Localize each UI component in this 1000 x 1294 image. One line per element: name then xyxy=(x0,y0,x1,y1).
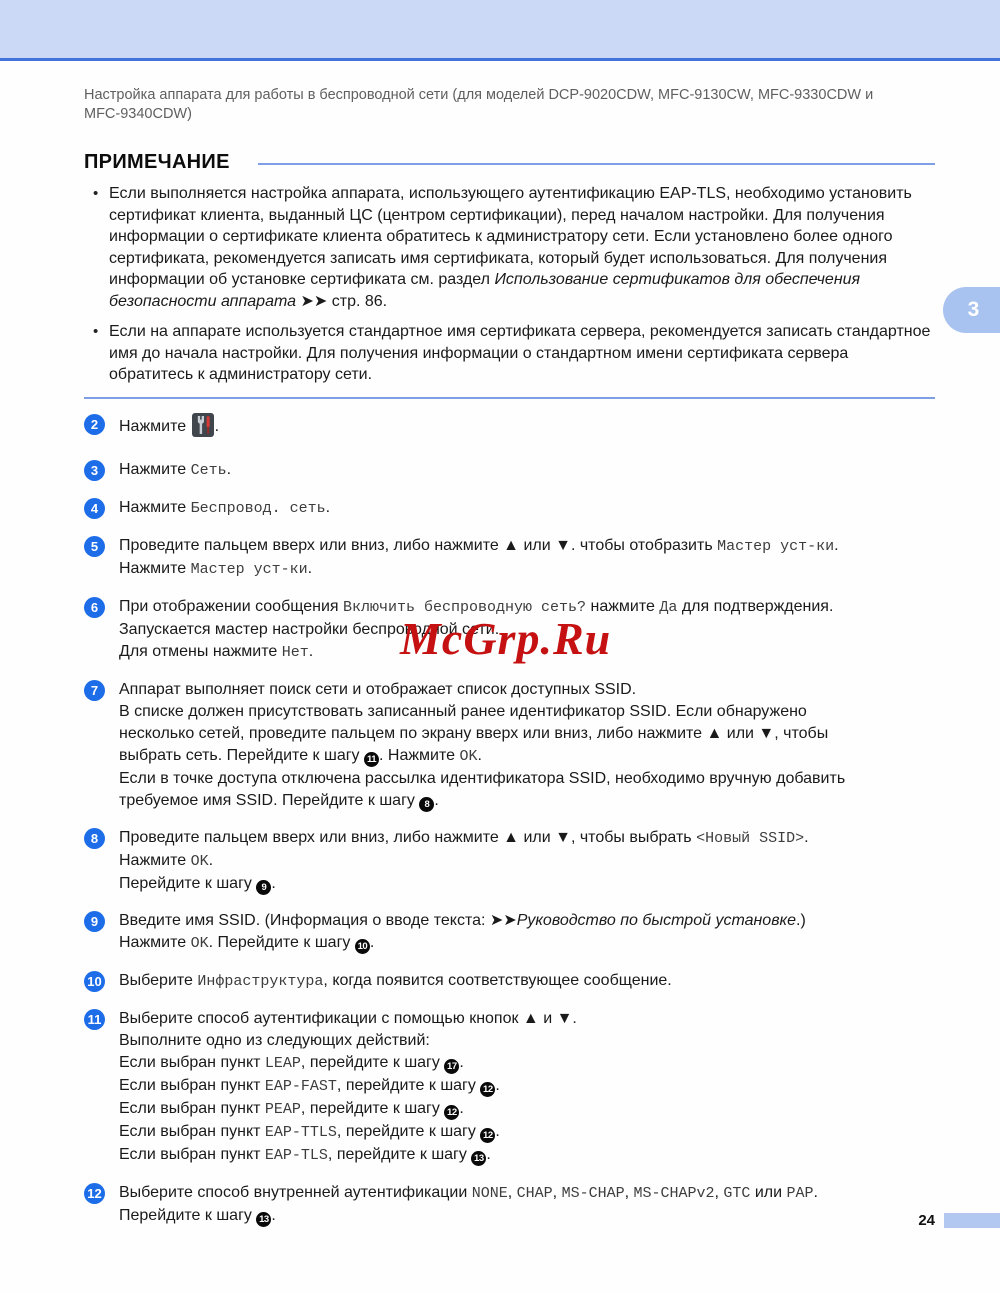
text-segment: Нажмите xyxy=(119,417,191,435)
text-segment: Выберите способ внутренней аутентификации xyxy=(119,1184,472,1201)
text-segment: . xyxy=(459,1100,464,1117)
step-line xyxy=(119,1030,577,1052)
text-segment: . xyxy=(434,791,439,809)
text-segment: Нажмите xyxy=(119,498,191,516)
step-number-badge: 5 xyxy=(84,536,105,557)
text-segment: . xyxy=(459,1054,464,1071)
text-segment: В списке должен присутствовать записанный ранее идентификатор SSID. Если обнаружено xyxy=(119,702,807,720)
step-9 xyxy=(84,910,935,955)
text-segment: Выберите xyxy=(119,972,198,989)
step-line xyxy=(119,827,809,850)
page-number: 24 xyxy=(918,1212,935,1229)
text-segment: , перейдите к шагу xyxy=(300,1100,445,1117)
text-segment: Если выбран пункт xyxy=(119,1123,265,1140)
text-segment: Аппарат выполняет поиск сети и отображает список доступных SSID. xyxy=(119,680,637,698)
ui-term: Мастер уст-ки xyxy=(717,537,835,555)
note-rule xyxy=(258,163,935,165)
step-text xyxy=(119,497,330,520)
text-segment: . xyxy=(813,1184,818,1201)
text-segment: , перейдите к шагу xyxy=(327,1146,472,1163)
note-bullet xyxy=(84,321,935,386)
note-section xyxy=(84,151,935,399)
step-ref-badge: 9 xyxy=(256,880,271,895)
step-number-badge: 2 xyxy=(84,414,105,435)
step-line xyxy=(119,970,672,993)
step-text xyxy=(119,679,845,812)
step-text xyxy=(119,459,231,482)
note-end-rule xyxy=(84,397,935,399)
step-ref-badge: 10 xyxy=(355,939,370,954)
text-segment: Если выбран пункт xyxy=(119,1146,265,1163)
step-line xyxy=(119,1098,577,1121)
text-segment: . xyxy=(307,559,313,577)
text-segment: Нажмите xyxy=(119,460,191,478)
text-segment: , xyxy=(552,1184,562,1201)
step-number-badge: 9 xyxy=(84,911,105,932)
text-segment: Запускается мастер настройки беспроводной сети. xyxy=(119,620,500,638)
step-line xyxy=(119,1144,577,1167)
text-segment: требуемое имя SSID. Перейдите к шагу xyxy=(119,791,420,809)
step-number-badge: 11 xyxy=(84,1009,105,1030)
step-12 xyxy=(84,1182,935,1227)
step-ref-badge: 12 xyxy=(480,1128,495,1143)
step-line xyxy=(119,535,839,558)
ui-term: Включить беспроводную сеть? xyxy=(343,598,587,616)
text-segment: . xyxy=(226,460,232,478)
step-4 xyxy=(84,497,935,520)
text-segment: Перейдите к шагу xyxy=(119,1207,257,1224)
step-line xyxy=(119,745,845,768)
top-banner xyxy=(0,0,1000,61)
step-ref-badge: 12 xyxy=(480,1082,495,1097)
step-text xyxy=(119,1182,818,1227)
step-8 xyxy=(84,827,935,895)
text-segment: Если в точке доступа отключена рассылка идентификатора SSID, необходимо вручную добавить xyxy=(119,769,846,787)
text-segment: Если выбран пункт xyxy=(119,1054,265,1071)
ui-term: PAP xyxy=(786,1185,814,1202)
step-line xyxy=(119,1121,577,1144)
step-line xyxy=(119,413,219,444)
text-segment: , перейдите к шагу xyxy=(336,1123,481,1140)
watermark: McGrp.Ru xyxy=(400,613,612,664)
ui-term: PEAP xyxy=(264,1101,301,1118)
step-11 xyxy=(84,1008,935,1167)
step-line xyxy=(119,723,845,745)
step-number-badge: 6 xyxy=(84,597,105,618)
text-segment: Нажмите xyxy=(119,934,191,951)
step-7 xyxy=(84,679,935,812)
ui-term: Нет xyxy=(281,643,309,661)
text-segment: ➤➤ стр. 86. xyxy=(296,292,388,310)
ui-term: OK xyxy=(459,747,478,765)
step-line xyxy=(119,873,809,895)
text-segment: Если на аппарате используется стандартное имя сертификата сервера, рекомендуется записать стандартное имя до начала настройки. Для получения информации о стандартном имени сертификата сервера обратитесь к администратору сети. xyxy=(109,323,931,383)
step-2 xyxy=(84,413,935,444)
text-segment: , когда появится соответствующее сообщение. xyxy=(323,972,672,989)
running-header-line1: Настройка аппарата для работы в беспроводной сети (для моделей DCP-9020CDW, MFC-9130CW, MFC-9330CDW и xyxy=(84,87,874,103)
step-line xyxy=(119,558,839,581)
step-line xyxy=(119,1008,577,1030)
text-segment: Выполните одно из следующих действий: xyxy=(119,1032,430,1049)
page-footer xyxy=(918,1212,1000,1229)
running-header-line2: MFC-9340CDW) xyxy=(84,106,192,122)
step-number-badge: 7 xyxy=(84,680,105,701)
step-text xyxy=(119,413,219,444)
italic-reference: Использование сертификатов для обеспечения безопасности аппарата xyxy=(109,271,861,310)
text-segment: , xyxy=(714,1184,724,1201)
text-segment: Если выбран пункт xyxy=(119,1077,265,1094)
step-text xyxy=(119,970,672,993)
ui-term: MS-CHAP xyxy=(561,1185,625,1202)
text-segment: несколько сетей, проведите пальцем по экрану вверх или вниз, либо нажмите ▲ или ▼, чтобы xyxy=(119,724,829,742)
step-ref-badge: 13 xyxy=(471,1151,486,1166)
step-line xyxy=(119,1075,577,1098)
step-line xyxy=(119,768,845,790)
step-line xyxy=(119,850,809,873)
step-ref-badge: 13 xyxy=(256,1212,271,1227)
step-line xyxy=(119,910,806,932)
text-segment: Нажмите xyxy=(119,851,191,869)
step-3 xyxy=(84,459,935,482)
text-segment: выбрать сеть. Перейдите к шагу xyxy=(119,746,364,764)
ui-term: EAP-TLS xyxy=(264,1147,328,1164)
step-ref-badge: 17 xyxy=(444,1059,459,1074)
text-segment: . xyxy=(208,851,214,869)
ui-term: LEAP xyxy=(264,1055,301,1072)
text-segment: При отображении сообщения xyxy=(119,597,343,615)
step-line xyxy=(119,932,806,955)
text-segment: . xyxy=(271,1207,276,1224)
text-segment: , xyxy=(624,1184,634,1201)
text-segment: Введите имя SSID. (Информация о вводе текста: ➤➤ xyxy=(119,912,517,929)
text-segment: Для отмены нажмите xyxy=(119,642,282,660)
text-segment: Нажмите xyxy=(119,559,191,577)
ui-term: OK xyxy=(190,852,209,870)
settings-icon xyxy=(192,424,214,441)
text-segment: или xyxy=(750,1184,787,1201)
step-line xyxy=(119,459,231,482)
text-segment: для подтверждения. xyxy=(677,597,834,615)
page-number-bar xyxy=(944,1213,1000,1228)
note-bullet xyxy=(84,183,935,312)
step-number-badge: 4 xyxy=(84,498,105,519)
ui-term: Инфраструктура xyxy=(197,973,324,990)
text-segment: Проведите пальцем вверх или вниз, либо нажмите ▲ или ▼, чтобы выбрать xyxy=(119,828,697,846)
text-segment: Если выбран пункт xyxy=(119,1100,265,1117)
step-number-badge: 12 xyxy=(84,1183,105,1204)
chapter-tab: 3 xyxy=(943,287,1000,333)
text-segment: . xyxy=(495,1123,500,1140)
ui-term: MS-CHAPv2 xyxy=(633,1185,715,1202)
step-number-badge: 8 xyxy=(84,828,105,849)
step-ref-badge: 12 xyxy=(444,1105,459,1120)
text-segment: , перейдите к шагу xyxy=(300,1054,445,1071)
running-header xyxy=(84,86,935,124)
step-line xyxy=(119,1052,577,1075)
step-number-badge: 3 xyxy=(84,460,105,481)
ui-term: GTC xyxy=(723,1185,751,1202)
step-ref-badge: 11 xyxy=(364,752,379,767)
text-segment: . xyxy=(271,874,276,892)
step-text xyxy=(119,910,806,955)
text-segment: Проведите пальцем вверх или вниз, либо нажмите ▲ или ▼. чтобы отобразить xyxy=(119,536,718,554)
note-title: ПРИМЕЧАНИЕ xyxy=(84,151,230,173)
ui-term: <Новый SSID> xyxy=(696,829,805,847)
step-line xyxy=(119,1182,818,1205)
text-segment: . xyxy=(214,417,220,435)
ui-term: NONE xyxy=(471,1185,508,1202)
text-segment: . xyxy=(477,746,482,764)
text-segment: Если выполняется настройка аппарата, использующего аутентификацию EAP-TLS, необходимо установить сертификат клиента, выданный ЦС (центром сертификации), перед началом настройки. Для получения информации о сертификате клиента обратитесь к администратору сети. Если установлено более одного сертификата, рекомендуется записать имя сертификата, который будет использоваться. Для получения информации об установке сертификата см. раздел xyxy=(109,185,912,288)
text-segment: . xyxy=(495,1077,500,1094)
step-5 xyxy=(84,535,935,581)
ui-term: OK xyxy=(190,935,209,952)
text-segment: Перейдите к шагу xyxy=(119,874,257,892)
step-line xyxy=(119,679,845,701)
text-segment: . Перейдите к шагу xyxy=(208,934,355,951)
text-segment: Выберите способ аутентификации с помощью кнопок ▲ и ▼. xyxy=(119,1010,577,1027)
note-bullet-list xyxy=(84,183,935,386)
ui-term: CHAP xyxy=(516,1185,553,1202)
ui-term: EAP-FAST xyxy=(264,1078,337,1095)
note-title-bar xyxy=(84,151,935,174)
text-segment: .) xyxy=(796,912,806,929)
ui-term: Да xyxy=(659,598,678,616)
step-text xyxy=(119,827,809,895)
step-number-badge: 10 xyxy=(84,971,105,992)
step-text xyxy=(119,535,839,581)
text-segment: . xyxy=(486,1146,491,1163)
step-ref-badge: 8 xyxy=(419,797,434,812)
text-segment: , перейдите к шагу xyxy=(336,1077,481,1094)
ui-term: Сеть xyxy=(190,461,227,479)
step-line xyxy=(119,790,845,812)
text-segment: . Нажмите xyxy=(379,746,460,764)
text-segment: . xyxy=(308,642,314,660)
text-segment: . xyxy=(369,934,375,951)
ui-term: Мастер уст-ки xyxy=(190,560,308,578)
steps-list xyxy=(84,413,935,1228)
step-line xyxy=(119,497,330,520)
text-segment: нажмите xyxy=(586,597,660,615)
italic-reference: Руководство по быстрой установке xyxy=(516,912,796,929)
ui-term: Беспровод. сеть xyxy=(190,499,326,517)
text-segment: . xyxy=(834,536,839,554)
text-segment: , xyxy=(507,1184,517,1201)
ui-term: EAP-TTLS xyxy=(264,1124,337,1141)
text-segment: . xyxy=(804,828,809,846)
step-10 xyxy=(84,970,935,993)
step-text xyxy=(119,1008,577,1167)
step-line xyxy=(119,701,845,723)
step-line xyxy=(119,1205,818,1227)
text-segment: . xyxy=(325,498,331,516)
